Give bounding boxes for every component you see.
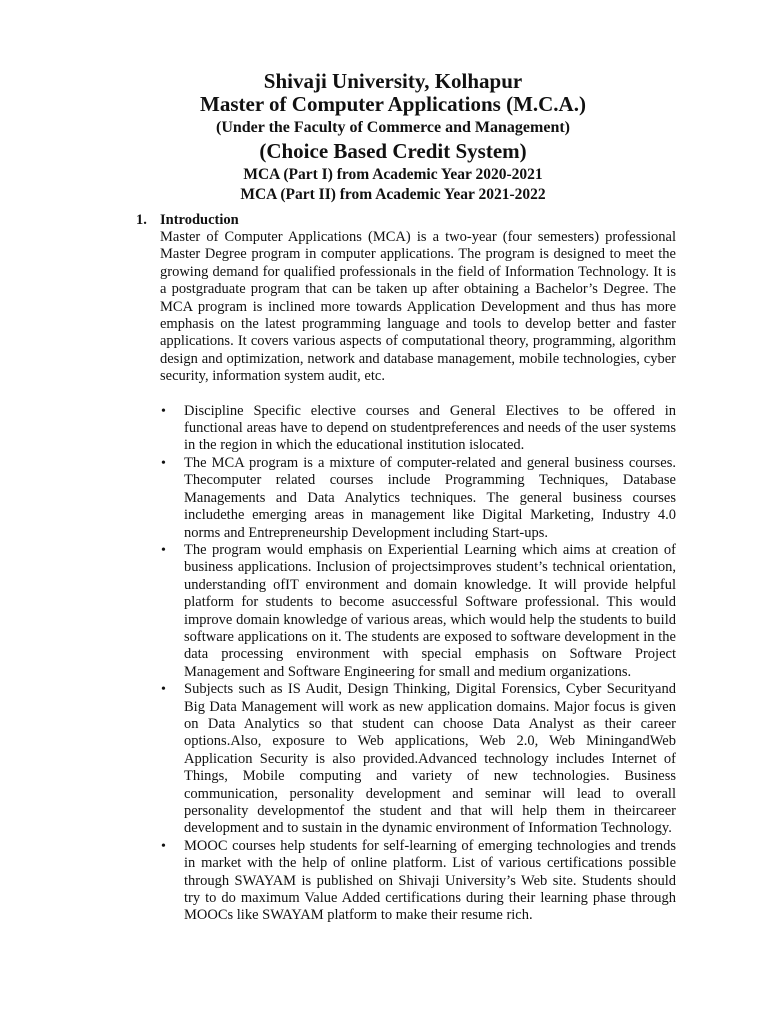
list-item-text: The program would emphasis on Experiential Learning which aims at creation of business applications. Inclusion of projectsimproves student’s technical orientation, understanding ofIT environment and domain knowledge. It will provide helpful platform for students to become asuccessful Software professional. This would improve domain knowledge of various areas, which would help the students to build software applications on it. The students are exposed to software development in the data processing environment with special emphasis on Software Project Management and Software Engineering for small and medium organizations. <box>184 541 676 680</box>
list-item-text: Subjects such as IS Audit, Design Thinking, Digital Forensics, Cyber Securityand Big Data Management will work as new application domains. Major focus is given on Data Analytics so that student can choose Data Analyst as their career options.Also, exposure to Web applications, Web 2.0, Web MiningandWeb Application Security is also provided.Advanced technology includes Internet of Things, Mobile computing and variety of new technologies. Business communication, personality development and seminar will lead to overall personality developmentof the student and that will help them in theircareer development and to sustain in the dynamic environment of Information Technology. <box>184 681 676 837</box>
list-item <box>136 542 676 681</box>
introduction-section <box>136 211 676 925</box>
list-item <box>136 838 676 925</box>
list-item-text: MOOC courses help students for self-learning of emerging technologies and trends in market with the help of online platform. List of various certifications possible through SWAYAM is published on Shivaji University’s Web site. Students should try to do maximum Value Added certifications during their learning phase through MOOCs like SWAYAM platform to make their resume rich. <box>184 837 676 924</box>
university-name: Shivaji University, Kolhapur <box>263 69 523 93</box>
academic-year-part1: MCA (Part I) from Academic Year 2020-2021 <box>243 166 543 183</box>
credit-system-subtitle: (Choice Based Credit System) <box>259 139 527 163</box>
bullet-list <box>136 403 676 925</box>
academic-year-part2: MCA (Part II) from Academic Year 2021-2022 <box>240 186 546 203</box>
bullet-icon: • <box>161 838 166 854</box>
bullet-icon: • <box>161 542 166 558</box>
program-title: Master of Computer Applications (M.C.A.) <box>200 92 586 116</box>
section-title: Introduction <box>160 212 239 228</box>
list-item <box>136 455 676 542</box>
list-item-text: The MCA program is a mixture of computer-related and general business courses. Thecomputer related courses include Programming Techniques, Database Managements and Data Analytics techniques. The general business courses includethe emerging areas in management like Digital Marketing, Industry 4.0 norms and Entrepreneurship Development including Start-ups. <box>184 454 676 541</box>
section-heading <box>136 211 676 229</box>
bullet-icon: • <box>161 455 166 471</box>
list-item <box>136 403 676 455</box>
faculty-subtitle: (Under the Faculty of Commerce and Management) <box>215 119 570 136</box>
document-header <box>0 70 768 205</box>
section-number: 1. <box>136 212 147 228</box>
list-item <box>136 681 676 838</box>
list-item-text: Discipline Specific elective courses and General Electives to be offered in functional areas have to depend on studentpreferences and needs of the user systems in the region in which the educational institution islocated. <box>184 402 676 454</box>
introduction-paragraph: Master of Computer Applications (MCA) is a two-year (four semesters) professional Master Degree program in computer applications. The program is designed to meet the growing demand for qualified professionals in the field of Information Technology. It is a postgraduate program that can be taken up after obtaining a Bachelor’s Degree. The MCA program is inclined more towards Application Development and thus has more emphasis on the latest programming language and tools to develop better and faster applications. It covers various aspects of computational theory, programming, algorithm design and optimization, network and database management, mobile technologies, cyber security, information system audit, etc. <box>160 229 676 385</box>
bullet-icon: • <box>161 403 166 419</box>
bullet-icon: • <box>161 682 166 698</box>
